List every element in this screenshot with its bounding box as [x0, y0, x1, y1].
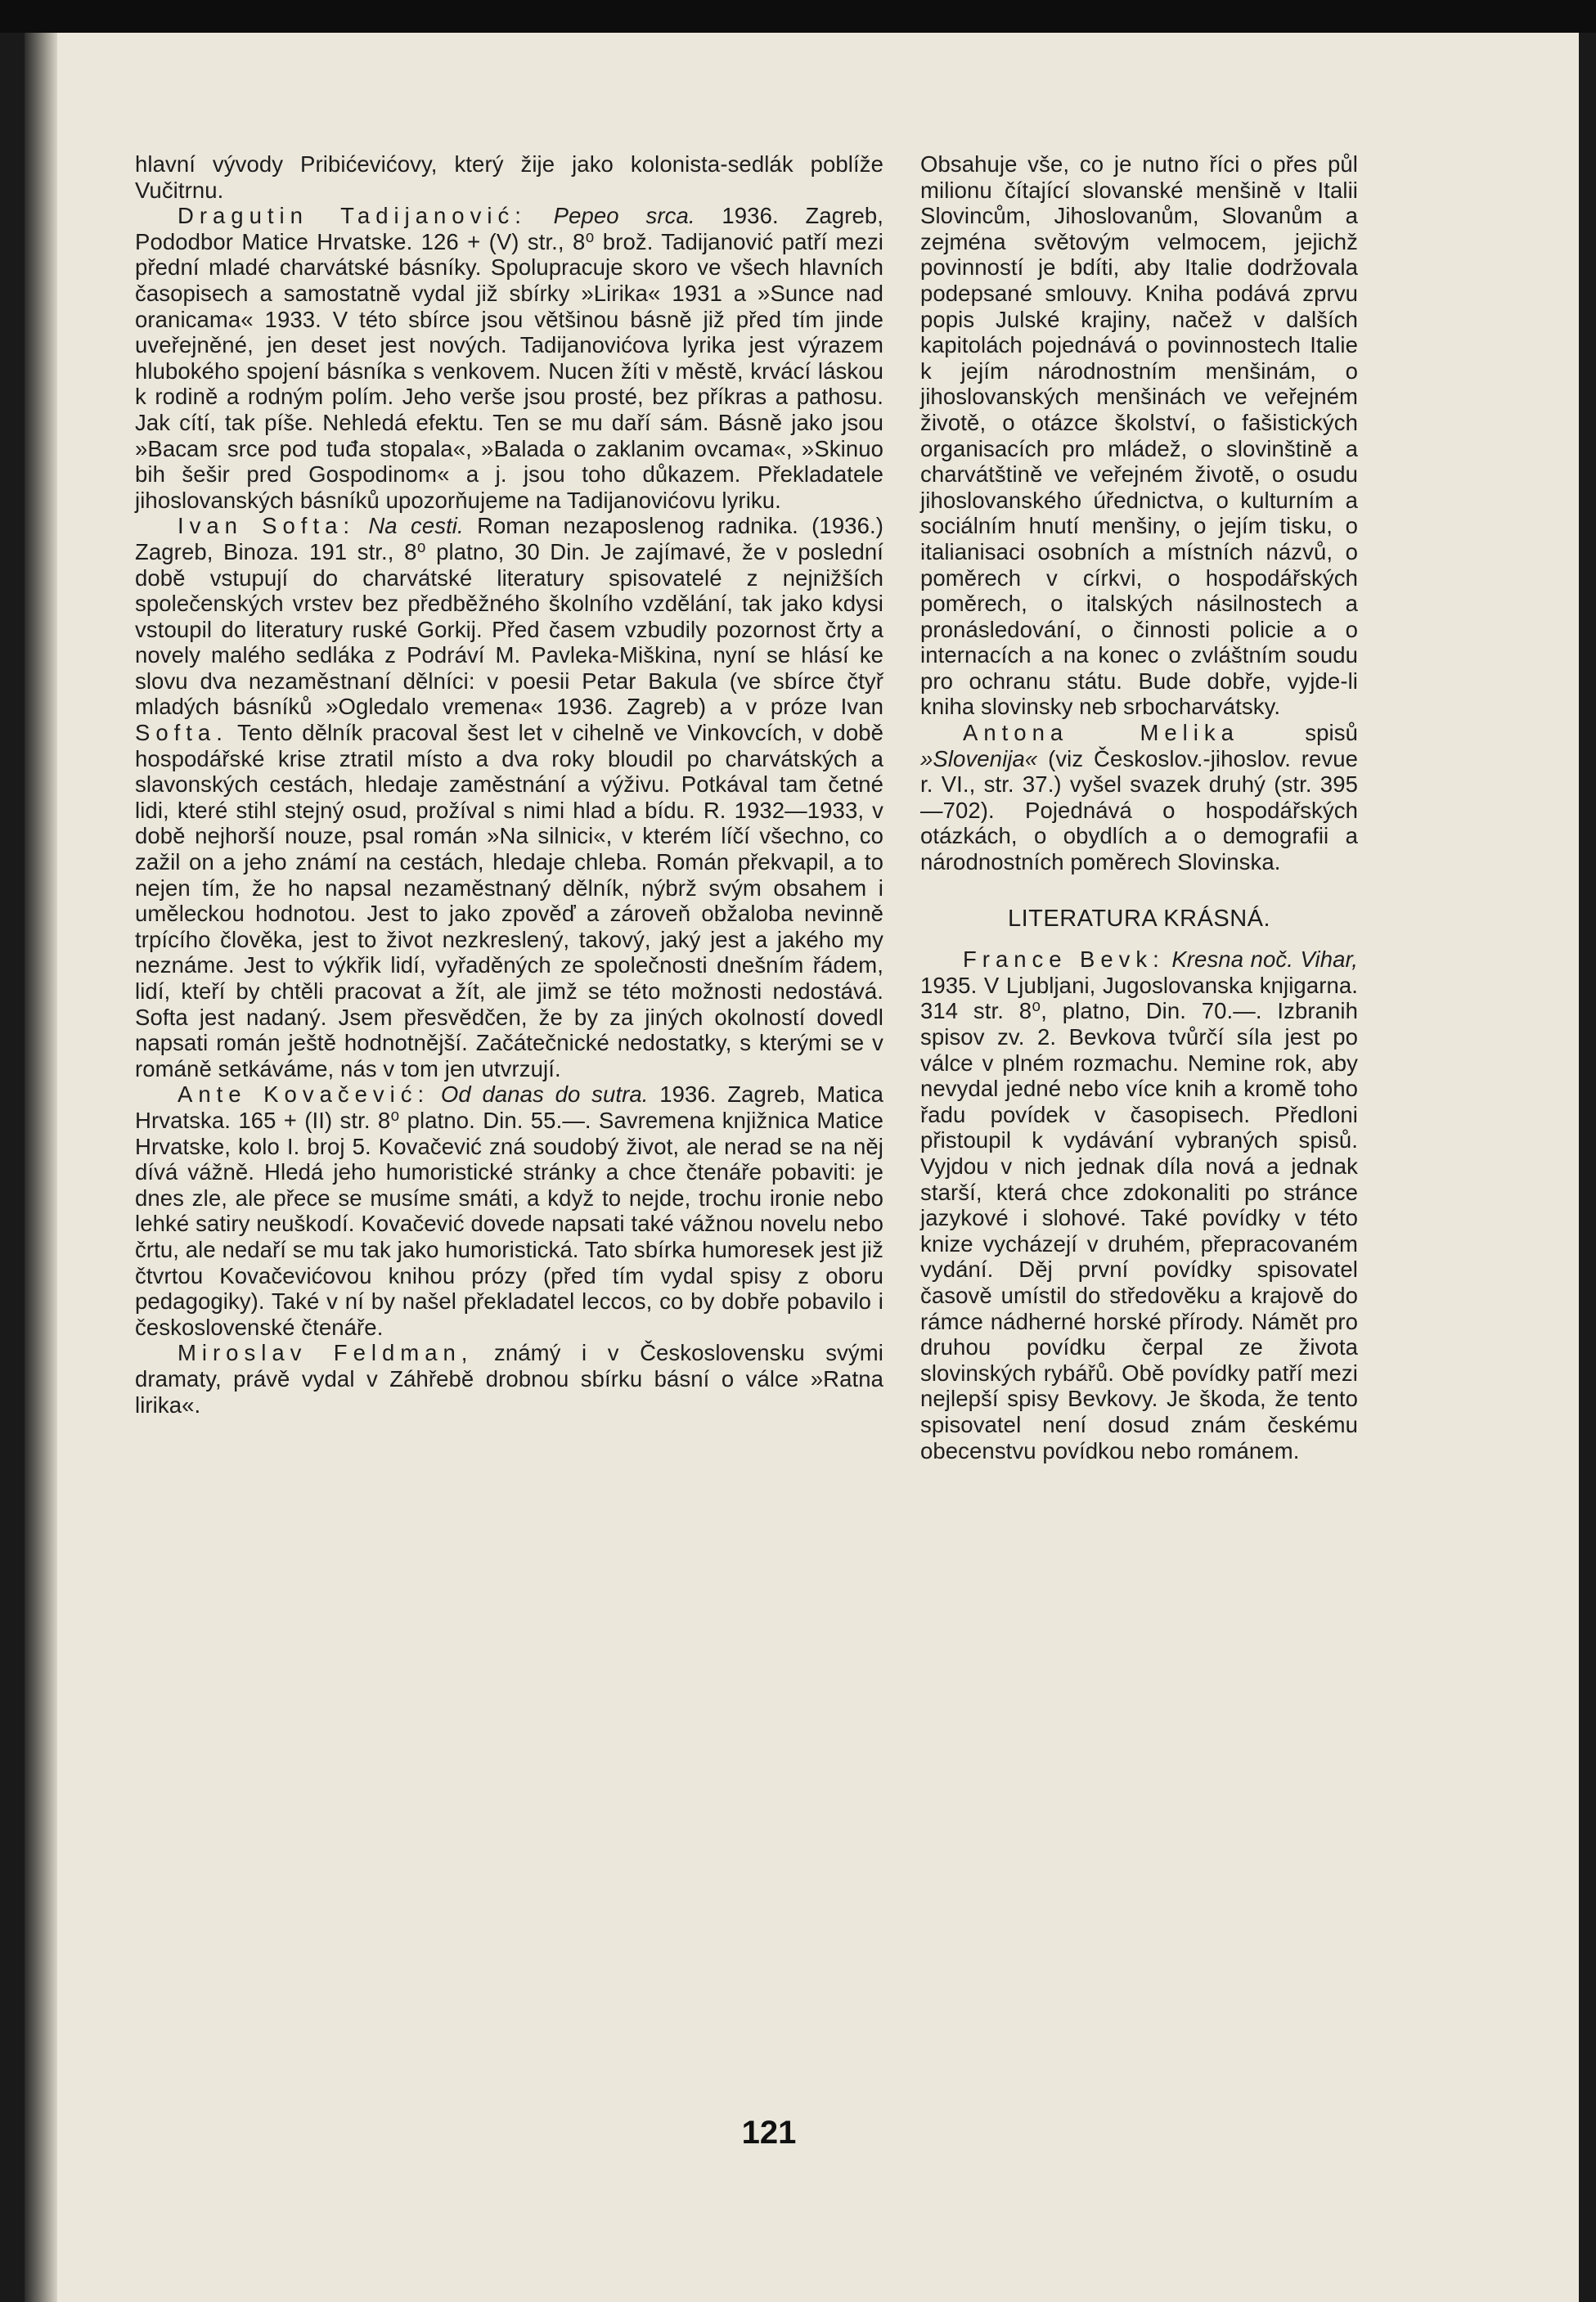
review-kovacevic [135, 1081, 883, 1340]
review-body: 1936. Zagreb, Matica Hrvatska. 165 + (II) str. 8⁰ platno. Din. 55.—. Savremena knjižnica Matice Hrvatske, kolo I. broj 5. Kovačević zná soudobý život, ale nerad se na něj dívá vážně. Hledá jeho humoristické stránky a chce čtenáře pobaviti: je dnes zle, ale přece se musíme smáti, a když to nejde, trochu ironie nebo lehké satiry neuškodí. Kovačević dovede napsati také vážnou novelu nebo črtu, ale nedaří se mu tak jako humoristická. Tato sbírka humoresek jest již čtvrtou Kovačevićovou knihou prózy (před tím vydal spisy z oboru pedagogiky). Také v ní by našel překladatel leccos, co by dobře pobavilo i československé čtenáře. [135, 1081, 884, 1340]
review-body: 1936. Zagreb, Pododbor Matice Hrvatske. 126 + (V) str., 8⁰ brož. Tadijanović patří mezi přední mladé charvátské básníky. Spolupracuje skoro ve všech hlavních časopisech a samostatně vydal již sbírky »Lirika« 1931 a »Sunce nad oranicama« 1933. V této sbírce jsou většinou básně již před tím jinde uveřejněné, jen deset jest nových. Tadijanovićova lyrika jest výrazem hlubokého spojení básníka s venkovem. Nucen žíti v městě, krvácí láskou k rodině a rodným polím. Jeho verše jsou prosté, bez příkras a pathosu. Jak cítí, tak píše. Nehledá efektu. Ten se mu daří sám. Básně jako jsou »Bacam srce pod tuđa stopala«, »Balada o zaklanim ovcama«, »Skinuo bih šešir pred Gospodinom« a j. jsou toho důkazem. Překladatele jihoslovanských básníků upozorňujeme na Tadijanovićovu lyriku. [135, 203, 883, 513]
author-name: Miroslav Feldman, [178, 1340, 474, 1366]
book-title: Na cesti. [368, 513, 464, 539]
author-name-inline: Softa. [135, 720, 228, 746]
review-body-part-1: Roman nezaposlenog radnika. (1936.) Zagreb, Binoza. 191 str., 8⁰ platno, 30 Din. Je zajímavé, že v poslední době vstupují do charvátské literatury spisovatelé z nejnižších společenských vrstev bez předběžného školního vzdělání, tak jako kdysi vstoupil do literatury ruské Gorkij. Před časem vzbudily pozornost črty a novely malého sedláka z Podráví M. Pavleka-Miškina, nyní se hlásí ke slovu dva nezaměstnaní dělníci: v poesii Petar Bakula (ve sbírce čtyř mladých básníků »Ogledalo vremena« 1936. Zagreb) a v próze Ivan [135, 513, 883, 720]
left-column [135, 151, 883, 1418]
paragraph-pribicevic-end: hlavní vývody Pribićevićovy, který žije jako kolonista-sedlák poblíže Vučitrnu. [135, 151, 883, 203]
review-bevk [920, 946, 1358, 1463]
paragraph-slovene-minority: Obsahuje vše, co je nutno říci o přes půl milionu čítající slovanské menšině v Italii Slovincům, Jihoslovanům, Slovanům a zejména světovým velmocem, jejichž povinností je bdíti, aby Italie dodržovala podepsané smlouvy. Kniha podává zprvu popis Julské krajiny, načež v dalších kapitolách pojednává o povinnostech Italie k jejím národnostním menšinám, o jihoslovanských menšinách ve veřejném životě, o otázce školství, o fašistických organisacích pro mládež, o slovinštině a charvátštině ve veřejném životě, o osudu jihoslovanského úřednictva, o kulturním a sociálním hnutí menšiny, o jejím tisku, o italianisaci osobních a místních názvů, o poměrech v církvi, o hospodářských poměrech, o italských násilnostech a pronásledování, o činnosti policie a o internacích a na konec o zvláštním soudu pro ochranu státu. Bude dobře, vyjde-li kniha slovinsky neb srbocharvátsky. [920, 151, 1358, 720]
scan-top-border [0, 0, 1596, 33]
author-name: Ante Kovačević: [178, 1081, 430, 1108]
review-softa [135, 513, 883, 1081]
page-number: 121 [741, 2115, 797, 2151]
review-body-part-2: Tento dělník pracoval šest let v cihelně ve Vinkovcích, v době hospodářské krise ztratil místo a dva roky bloudil po charvátských a slavonských cestách, hledaje zaměstnání a výživu. Potkával tam četné lidi, které stihl stejný osud, prožíval s nimi hlad a bídu. R. 1932—1933, v době nejhorší nouze, psal román »Na silnici«, v kterém líčí všechno, co zažil on a jeho známí na cestách, hledaje chleba. Román překvapil, a to nejen tím, že ho napsal nezaměstnaný dělník, nýbrž svým obsahem i uměleckou hodnotou. Jest to jako zpověď a zároveň obžaloba nevinně trpícího člověka, jest to život nezkreslený, takový, jaký jest a jakého my neznáme. Jest to výkřik lidí, vyřaděných ze společnosti dnešním řádem, lidí, kteří by chtěli pracovat a žít, ale jimž se této možnosti nedostává. Softa jest nadaný. Jsem přesvědčen, že by za jiných okolností dovedl napsati román ještě hodnotnější. Začátečnické nedostatky, s kterými se v románě setkáváme, nás v tom jen utvrzují. [135, 720, 884, 1081]
review-body: 1935. V Ljubljani, Jugoslovanska knjigarna. 314 str. 8⁰, platno, Din. 70.—. Izbranih spisov zv. 2. Bevkova tvůrčí síla jest po válce v plném rozmachu. Nemine rok, aby nevydal jedné nebo více knih a kromě toho řadu povídek v časopisech. Předloni přistoupil k vydávání vybraných spisů. Vyjdou v nich jednak díla nová a jednak starší, která chce zdokonaliti po stránce jazykové i slohové. Také povídky v této knize vycházejí v druhém, přepracovaném vydání. Děj první povídky spisovatel časově umístil do středověku a krajově do rámce nádherné horské přírody. Námět pro druhou povídku čerpal ze života slovinských rybářů. Obě povídky patří mezi nejlepší spisy Bevkovy. Je škoda, že tento spisovatel není dosud znám českému obecenstvu povídkou nebo románem. [920, 972, 1358, 1463]
author-name: Ivan Softa: [178, 513, 356, 539]
review-feldman [135, 1340, 883, 1418]
book-title: Pepeo srca. [553, 203, 695, 229]
review-tadijanovic [135, 203, 883, 513]
review-melik [920, 720, 1358, 875]
lead-word: spisů [1305, 720, 1358, 746]
author-name: Antona Melika [963, 720, 1239, 746]
right-column [920, 151, 1358, 1463]
author-name: Dragutin Tadijanović: [178, 203, 527, 229]
book-title: Kresna noč. Vihar, [1171, 946, 1358, 973]
section-heading: LITERATURA KRÁSNÁ. [1007, 905, 1271, 932]
book-title: »Slovenija« [920, 745, 1038, 771]
review-body: (viz Českoslov.-jihoslov. revue r. VI., str. 37.) vyšel svazek druhý (str. 395—702). Pojednává o hospodářských otázkách, o obydlích a o demografii a národnostních poměrech Slovinska. [920, 745, 1358, 875]
review-body: známý i v Československu svými dramaty, právě vydal v Záhřebě drobnou sbírku básní o válce »Ratna lirika«. [135, 1340, 884, 1418]
author-name: France Bevk: [963, 946, 1165, 973]
book-title: Od danas do sutra. [440, 1081, 649, 1108]
binding-edge [25, 33, 57, 2302]
